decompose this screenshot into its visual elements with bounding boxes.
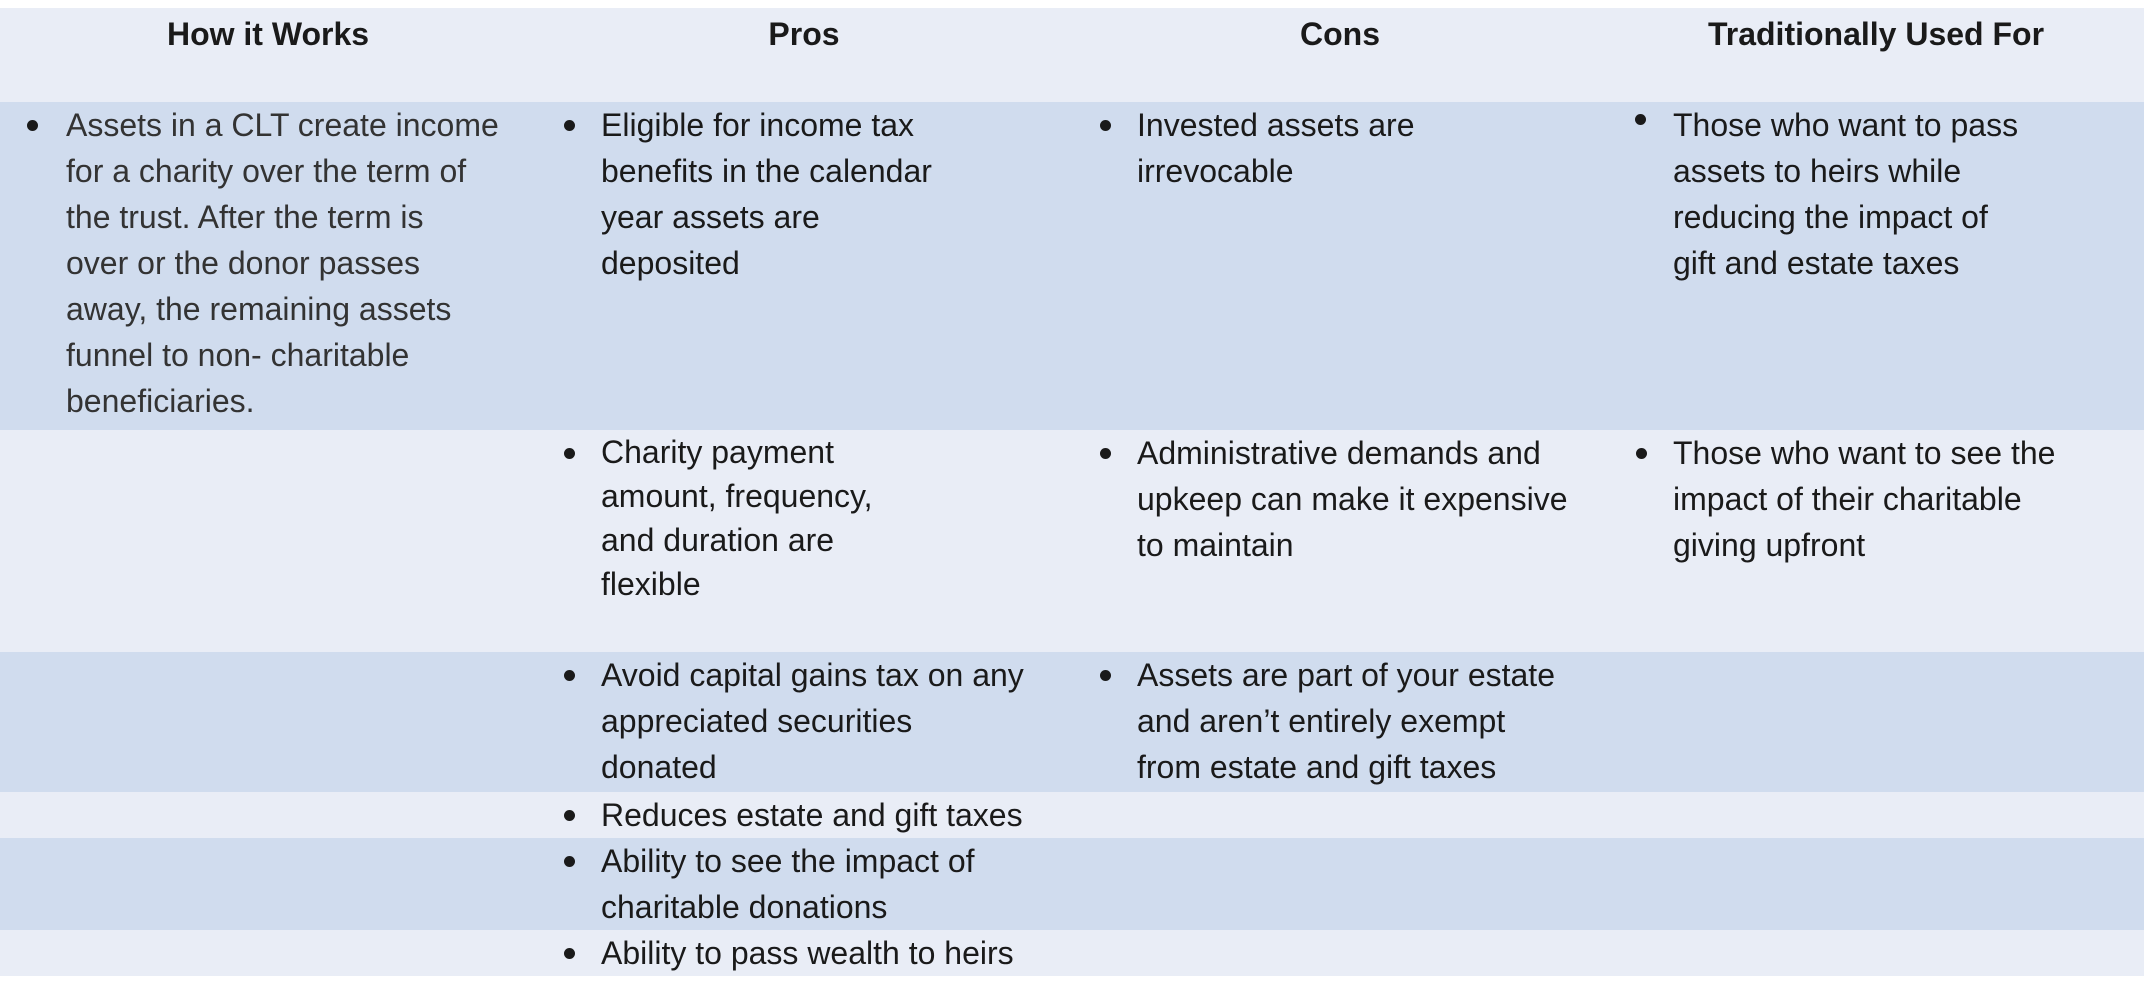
pros-cell	[536, 792, 1072, 838]
bullet-icon	[564, 670, 575, 681]
pros-text: Avoid capital gains tax on any appreciated securities donated	[601, 657, 1024, 785]
pros-cell	[536, 930, 1072, 976]
table-row	[0, 652, 2144, 792]
bullet-icon	[1100, 670, 1111, 681]
pros-text: Eligible for income tax benefits in the calendar year assets are deposited	[601, 107, 932, 281]
cons-cell	[1072, 102, 1608, 430]
table-row	[0, 102, 2144, 430]
used-for-cell	[1608, 430, 2144, 652]
bullet-icon	[1100, 448, 1111, 459]
bullet-icon	[564, 448, 575, 459]
used-for-cell	[1608, 102, 2144, 430]
how-it-works-text: Assets in a CLT create income for a charity over the term of the trust. After the term is over or the donor passes away, the remaining assets funnel to non- charitable beneficiaries.	[66, 107, 499, 419]
table-row	[0, 792, 2144, 838]
bullet-icon	[1100, 120, 1111, 131]
table-row	[0, 430, 2144, 652]
bullet-icon	[27, 120, 38, 131]
pros-cell	[536, 652, 1072, 792]
cons-text: Invested assets are irrevocable	[1137, 107, 1415, 189]
cons-text: Administrative demands and upkeep can make it expensive to maintain	[1137, 435, 1568, 563]
pros-text: Reduces estate and gift taxes	[601, 797, 1023, 833]
cons-text: Assets are part of your estate and aren’t entirely exempt from estate and gift taxes	[1137, 657, 1555, 785]
cons-cell	[1072, 430, 1608, 652]
pros-text: Ability to see the impact of charitable donations	[601, 843, 975, 925]
table-row	[0, 838, 2144, 930]
table-row	[0, 930, 2144, 976]
used-for-text: Those who want to see the impact of their charitable giving upfront	[1673, 435, 2056, 563]
bullet-icon	[564, 856, 575, 867]
header-cons: Cons	[1300, 16, 1380, 52]
cons-cell	[1072, 652, 1608, 792]
bullet-icon	[564, 810, 575, 821]
header-traditionally-used-for: Traditionally Used For	[1707, 16, 2045, 52]
header-pros: Pros	[768, 16, 840, 52]
pros-cell	[536, 838, 1072, 930]
bullet-icon	[1635, 114, 1646, 125]
header-how-it-works: How it Works	[166, 16, 370, 52]
used-for-text: Those who want to pass assets to heirs while reducing the impact of gift and estate taxes	[1673, 107, 2019, 281]
comparison-table	[0, 8, 2144, 976]
how-it-works-cell	[0, 102, 536, 430]
bullet-icon	[564, 948, 575, 959]
pros-cell	[536, 430, 1072, 652]
pros-text: Charity payment amount, frequency, and duration are flexible	[601, 434, 873, 602]
header-row	[0, 8, 2144, 102]
bullet-icon	[564, 120, 575, 131]
pros-text: Ability to pass wealth to heirs	[601, 935, 1014, 971]
bullet-icon	[1636, 448, 1647, 459]
pros-cell	[536, 102, 1072, 430]
